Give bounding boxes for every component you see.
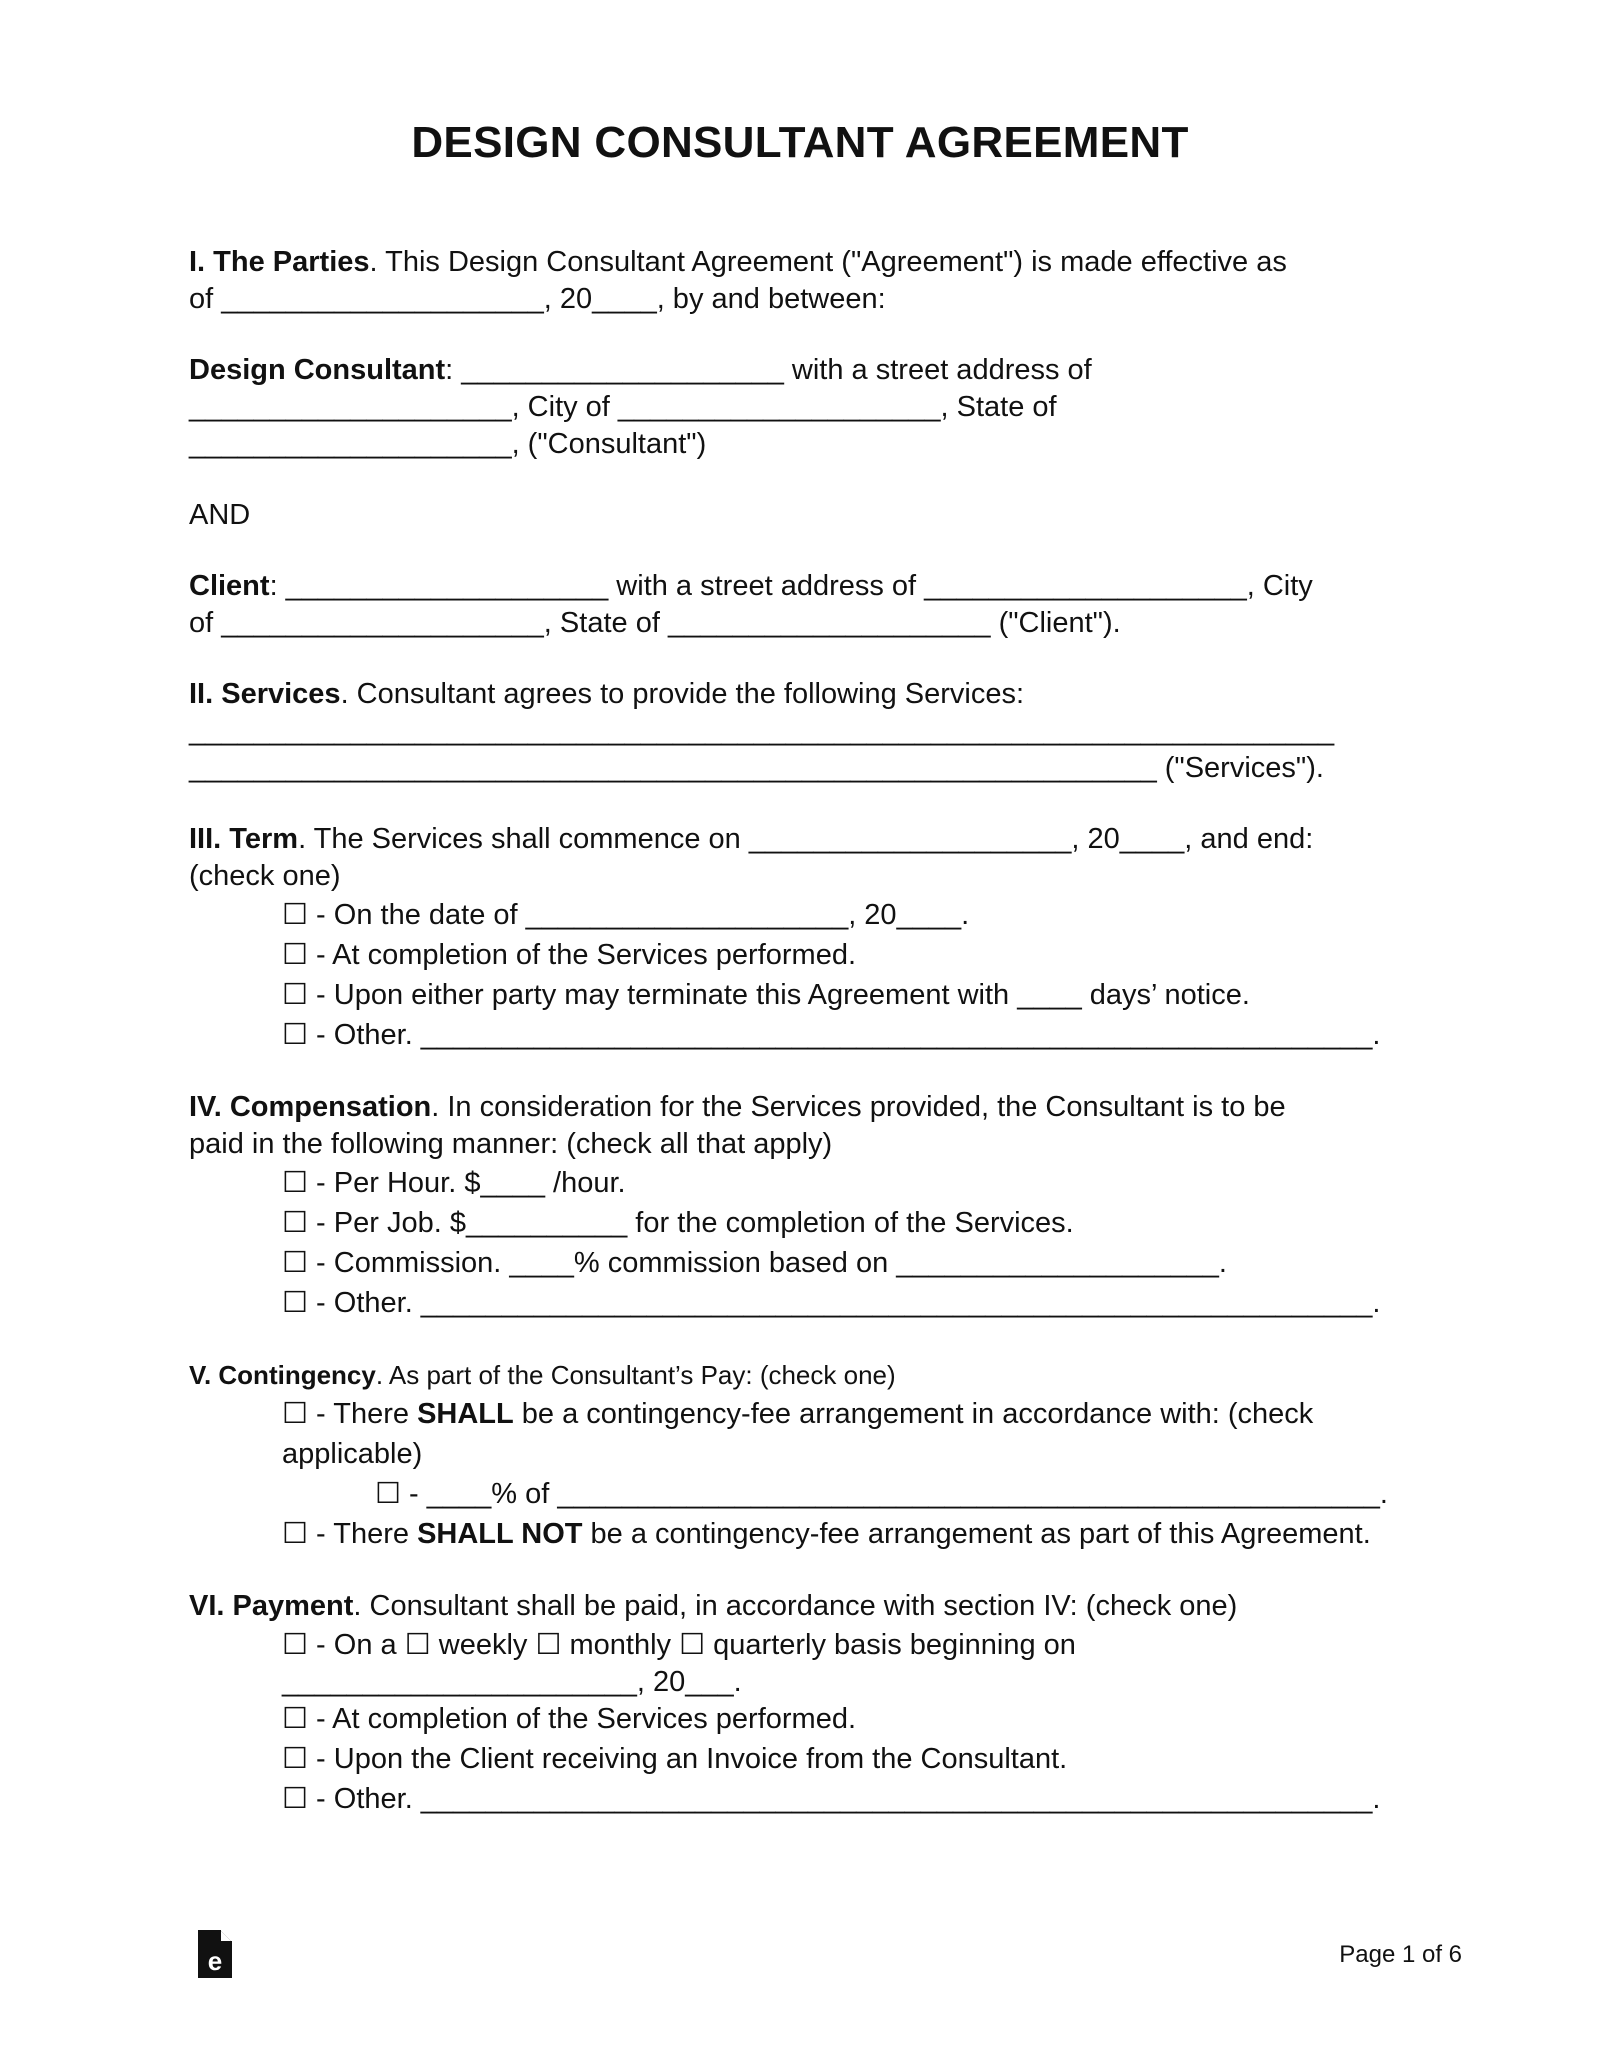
- contingency-sub-option-percent[interactable]: ☐ - ____% of ___________________________________________________.: [375, 1478, 1388, 1510]
- term-line-2: (check one): [189, 860, 341, 892]
- section-compensation: [189, 1089, 1419, 1323]
- eforms-logo-icon: [196, 1928, 234, 1980]
- compensation-option-commission[interactable]: ☐ - Commission. ____% commission based on ____________________.: [282, 1247, 1227, 1279]
- parties-line-1: . This Design Consultant Agreement ("Agreement") is made effective as: [369, 246, 1287, 278]
- services-line-3: ____________________________________________________________ ("Services").: [189, 752, 1324, 784]
- section-heading-contingency: V. Contingency: [189, 1360, 376, 1390]
- contingency-line-1: . As part of the Consultant’s Pay: (check one): [375, 1360, 896, 1390]
- compensation-line-2: paid in the following manner: (check all that apply): [189, 1128, 833, 1160]
- contingency-option-shall-not[interactable]: ☐ - There SHALL NOT be a contingency-fee arrangement as part of this Agreement.: [282, 1518, 1371, 1550]
- document-title: DESIGN CONSULTANT AGREEMENT: [411, 118, 1189, 167]
- compensation-line-1: . In consideration for the Services provided, the Consultant is to be: [431, 1091, 1286, 1123]
- term-option-date[interactable]: ☐ - On the date of ____________________, 20____.: [282, 899, 970, 931]
- section-heading-services: II. Services: [189, 678, 341, 710]
- and-text: AND: [189, 499, 251, 531]
- payment-option-periodic-start-date[interactable]: ______________________, 20___.: [282, 1666, 742, 1698]
- consultant-line-2: ____________________, City of ____________________, State of: [189, 391, 1057, 423]
- section-payment: [189, 1588, 1419, 1819]
- section-contingency: [189, 1357, 1419, 1554]
- client-line-1: : ____________________ with a street address of ____________________, City: [269, 570, 1313, 602]
- section-parties: [189, 244, 1419, 318]
- payment-option-invoice[interactable]: ☐ - Upon the Client receiving an Invoice from the Consultant.: [282, 1743, 1068, 1775]
- payment-line-1: . Consultant shall be paid, in accordance with section IV: (check one): [353, 1590, 1238, 1622]
- payment-option-other[interactable]: ☐ - Other. ___________________________________________________________.: [282, 1783, 1381, 1815]
- section-term: [189, 821, 1419, 1055]
- svg-text:e: e: [207, 1946, 223, 1976]
- client-block: [189, 568, 1419, 642]
- consultant-block: [189, 352, 1419, 463]
- consultant-label: Design Consultant: [189, 354, 446, 386]
- term-line-1: . The Services shall commence on ____________________, 20____, and end:: [298, 823, 1314, 855]
- term-option-completion[interactable]: ☐ - At completion of the Services performed.: [282, 939, 857, 971]
- section-heading-term: III. Term: [189, 823, 299, 855]
- services-line-2: _______________________________________________________________________: [189, 715, 1335, 747]
- document-body: [189, 244, 1419, 1853]
- section-heading-payment: VI. Payment: [189, 1590, 354, 1622]
- payment-option-completion[interactable]: ☐ - At completion of the Services performed.: [282, 1703, 857, 1735]
- compensation-option-per-hour[interactable]: ☐ - Per Hour. $____ /hour.: [282, 1167, 626, 1199]
- section-heading-parties: I. The Parties: [189, 246, 370, 278]
- compensation-option-other[interactable]: ☐ - Other. ___________________________________________________________.: [282, 1287, 1381, 1319]
- page-number: Page 1 of 6: [1339, 1941, 1462, 1968]
- consultant-line-3: ____________________, ("Consultant"): [189, 428, 707, 460]
- consultant-line-1: : ____________________ with a street address of: [445, 354, 1092, 386]
- term-option-other[interactable]: ☐ - Other. ___________________________________________________________.: [282, 1019, 1381, 1051]
- term-option-termination[interactable]: ☐ - Upon either party may terminate this Agreement with ____ days’ notice.: [282, 979, 1250, 1011]
- client-label: Client: [189, 570, 270, 602]
- parties-line-2: of ____________________, 20____, by and between:: [189, 283, 886, 315]
- contingency-option-shall[interactable]: ☐ - There SHALL be a contingency-fee arrangement in accordance with: (check applicable): [282, 1398, 1314, 1470]
- client-line-2: of ____________________, State of ____________________ ("Client").: [189, 607, 1121, 639]
- section-services: [189, 676, 1419, 787]
- services-line-1: . Consultant agrees to provide the following Services:: [340, 678, 1025, 710]
- section-heading-compensation: IV. Compensation: [189, 1091, 432, 1123]
- payment-option-periodic[interactable]: ☐ - On a ☐ weekly ☐ monthly ☐ quarterly basis beginning on: [282, 1629, 1076, 1661]
- compensation-option-per-job[interactable]: ☐ - Per Job. $__________ for the completion of the Services.: [282, 1207, 1074, 1239]
